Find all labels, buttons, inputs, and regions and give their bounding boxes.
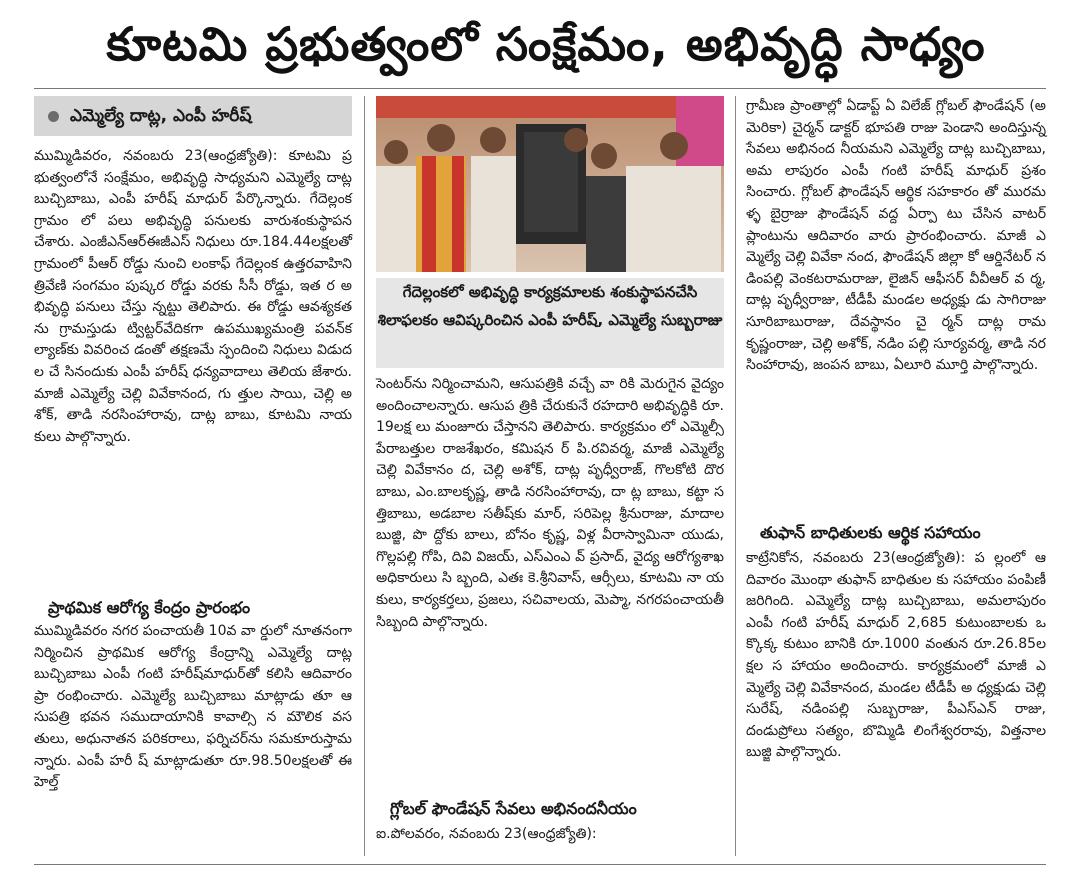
col2-dateline: ఐ.పోలవరం, నవంబరు 23(ఆంధ్రజ్యోతి):: [376, 826, 597, 842]
kicker-text: ఎమ్మెల్యే దాట్ల, ఎంపీ హరీష్: [70, 106, 252, 126]
bottom-rule: [34, 864, 1046, 865]
column-3-body-2: కాట్రేనికోన, నవంబరు 23(ఆంధ్రజ్యోతి): ప ల్లంలో ఆదివారం మొంథా తుఫాన్ బాధితుల కు సహాయం పంపిణీ జరిగింది. ఎమ్మెల్యే దాట్ల బుచ్చిబాబు, అమలాపురం ఎంపీ గంటి హరీష్ మాధుర్ 2,685 కుటుంబాలకు ఒక్కొక్క కుటుం బానికి రూ.1000 వంతున రూ.26.85లక్షల స హాయం అందించారు. కార్యక్రమంలో మాజీ ఎమ్మెల్యే చెల్లి వివేకానంద, మండల టీడీపీ అ ధ్యక్షుడు చెల్లి సురేష్, నడింపల్లి సుబ్బరాజు, పీఎస్ఎన్ రాజు, దండుప్రోలు సత్యం, బొమ్మిడి లింగేశ్వరరావు, విత్తనాల బుజ్జి పాల్గొన్నారు.: [746, 550, 1051, 761]
column-divider-2: [735, 96, 736, 856]
column-divider-1: [364, 96, 365, 856]
col2-subhead: గ్లోబల్ ఫౌండేషన్ సేవలు అభినందనీయం: [390, 799, 637, 818]
event-photo: [376, 96, 724, 272]
column-2-body: సెంటర్‌ను నిర్మించామని, ఆసుపత్రికి వచ్చే వా రికి మెరుగైన వైద్యం అందించాలన్నారు. ఆసుప త్రికి చేరుకునే రహదారి అభివృద్ధికి రూ.19లక్ష లు మంజూరు చేస్తానని తెలిపారు. కార్యక్రమం లో ఎమ్మెల్సీ పేరాబత్తుల రాజశేఖరం, కమిషన ర్ పి.రవివర్మ, మాజీ ఎమ్మెల్యే చెల్లి వివేకానం ద, చెల్లి అశోక్, దాట్ల పృధ్వీరాజ్, గొలకోటి దొర బాబు, ఎం.బాలకృష్ణ, తాడి నరసింహారావు, దా ట్ల బాబు, కట్టా సత్తిబాబు, అడబాల సతీష్‌కు మార్, సరిపెల్ల శ్రీనురాజు, మాదాల బుజ్జి, పొ ద్దోకు బాలు, బోనం కృష్ణ, విళ్ల వీరాస్వామినా యుడు, గొల్లపల్లి గోపి, దివి విజయ్, ఎస్ఎంఎ వ్ ప్రసాద్, వైద్య ఆరోగ్యశాఖ అధికారులు సి బ్బంది, ఎతః కె.శ్రీనివాస్, ఆర్సీలు, కూటమి నా యకులు, కార్యకర్తలు, ప్రజలు, సచివాలయ, మెప్మా, నగరపంచాయతీ సిబ్బంది పాల్గొన్నారు.: [376, 376, 729, 630]
photo-caption: గేదెల్లంకలో అభివృద్ధి కార్యక్రమాలకు శంకుస్థాపనచేసి శిలాఫలకం ఆవిష్కరించిన ఎంపీ హరీష్, ఎమ్మెల్యే సుబ్బరాజు: [376, 278, 724, 368]
headline: కూటమి ప్రభుత్వంలో సంక్షేమం, అభివృద్ధి సాధ్యం: [106, 17, 986, 71]
bullet-icon: [48, 111, 59, 122]
kicker-box: [34, 96, 352, 136]
col3-subhead: తుఫాన్ బాధితులకు ఆర్థిక సహాయం: [760, 523, 981, 542]
col1-subhead: ప్రాథమిక ఆరోగ్య కేంద్రం ప్రారంభం: [48, 598, 251, 617]
column-1-body-2: ముమ్మిడివరం నగర పంచాయతీ 10వ వా ర్డులో నూతనంగా నిర్మించిన ప్రాథమిక ఆరోగ్య కేంద్రాన్ని ఎమ్మెల్యే దాట్ల బుచ్చిబాబు ఎంపీ గంటి హరీష్‌మాధుర్‌తో కలిసి ఆదివారం ప్రా రంభించారు. ఎమ్మెల్యే బుచ్చిబాబు మాట్లాడు తూ ఆసుపత్రి భవన సముదాయానికి కావాల్సి న మౌలిక వసతులు, అధునాతన పరికరాలు, ఫర్నిచర్‌ను సమకూరుస్తామన్నారు. ఎంపీ హరీ ష్ మాట్లాడుతూ రూ.98.50లక్షలతో ఈహెల్త్: [34, 623, 357, 791]
column-1-body: ముమ్మిడివరం, నవంబరు 23(ఆంధ్రజ్యోతి): కూటమి ప్రభుత్వంలోనే సంక్షేమం, అభివృద్ధి సాధ్యమని ఎమ్మెల్యే దాట్ల బుచ్చిబాబు, ఎంపీ హరీష్ మాధుర్ పేర్కొన్నారు. గేదెల్లంక గ్రామం లో పలు అభివృద్ధి పనులకు వారుశంకుస్థాపన చేశారు. ఎంజీఎన్ఆర్ఈజీఎస్ నిధులు రూ.184.44లక్షలతో గ్రామంలో పీఆర్ రోడ్డు నుంచి లంకాఫ్ గేదెల్లంక ఉత్తరవాహిని త్రివేణి సంగమం పుష్కర రోడ్డు వరకు సీసీ రోడ్డు, ఇత ర అభివృద్ధి పనులు చేస్తు న్నట్టు తెలిపారు. ఈ రోడ్డు ఆవశ్యకతను గ్రామస్తుడు ట్విట్టర్‌వేదికగా ఉపముఖ్యమంత్రి పవన్‌కల్యాణ్‌కు వివరించ డంతో తక్షణమే స్పందించి నిధులు విడుదల చే సినందుకు ఎంపీ హరీష్ ధన్యవాదాలు తెలియ జేశారు. మాజీ ఎమ్మెల్యే చెల్లి వివేకానంద, గు త్తుల సాయి, చెల్లి అశోక్, తాడి నరసింహారావు, దాట్ల బాబు, కూటమి నాయకులు పాల్గొన్నారు.: [34, 148, 357, 445]
headline-rule: [34, 88, 1046, 89]
column-3-body: గ్రామీణ ప్రాంతాల్లో ఏడాప్ట్ ఏ విలేజ్ గ్లోబల్ ఫౌండేషన్ (అమెరికా) చైర్మన్ డాక్టర్ భూపతి రాజు పెండాని అందిస్తున్న సేవలు అభినంద నీయమని ఎమ్మెల్యే దాట్ల బుచ్చిబాబు, అమ లాపురం ఎంపీ గంటి హరీష్ మాధుర్ ప్రశం సించారు. గ్లోబల్ ఫౌండేషన్ ఆర్థిక సహకారం తో మురమళ్ళ బైర్రాజు ఫౌండేషన్ వద్ద ఏర్పా టు చేసిన వాటర్ ప్లాంటును ఆదివారం వారు ప్రారంభించారు. మాజీ ఎమ్మెల్యే చెల్లి వివేకా నంద, ఫౌండేషన్ జిల్లా కో ఆర్డినేటర్ నడింపల్లి వెంకటరామరాజు, లైజిన్ ఆఫీసర్ వీవీఆర్ వ ర్మ, దాట్ల పృధ్వీరాజు, టీడీపీ మండల అధ్యక్షు డు సాగిరాజు సూరిబాబురాజు, దేవస్థానం చై ర్మన్ దాట్ల రామకృష్ణంరాజు, చెల్లి అశోక్, నడిం పల్లి సూర్యవర్మ, తాడి నరసింహారావు, జంపన బాబు, ఏలూరి మూర్తి పాల్గొన్నారు.: [746, 98, 1051, 374]
